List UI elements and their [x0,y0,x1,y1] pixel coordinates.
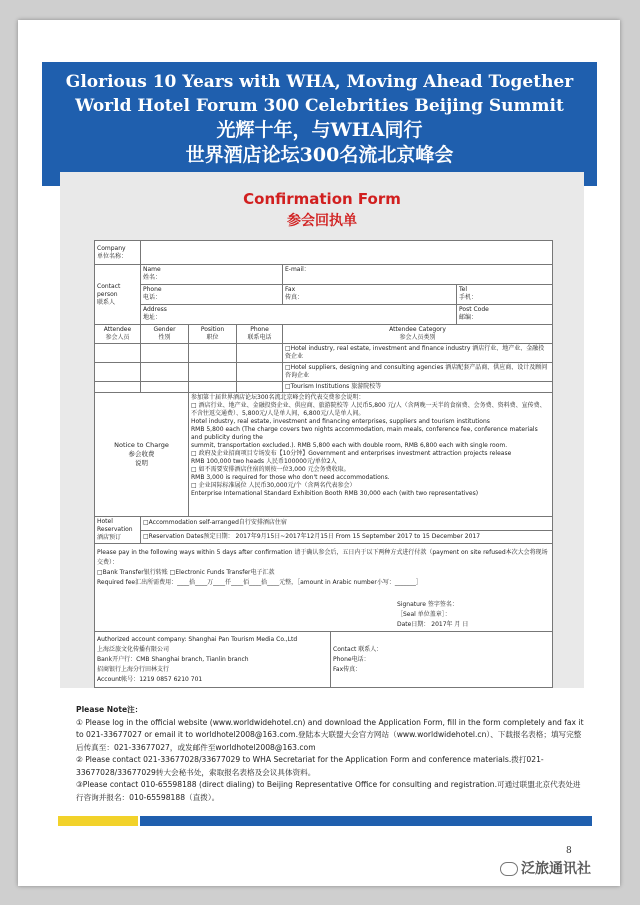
phone-field[interactable]: Phone 电话： [141,285,283,305]
banner-title-en-2: World Hotel Forum 300 Celebrities Beijing Summit [75,96,564,116]
company-input[interactable] [141,241,553,265]
payment-instructions[interactable]: Please pay in the following ways within 5 days after confirmation 请于确认参会后，五日内于以下两种方式进行付款（payment on site refused本次大会将现场交费）： □Bank Transfer银行转账 □Electronic Funds Transfer电子汇款 Required fee汇出所需费用：____拾____万____仟____佰____拾____元整，［amount in Arabic number小写：_______］ [97,549,548,586]
category-header: Attendee Category 参会人员类别 [283,325,553,344]
name-field[interactable]: Name 姓名： [141,265,283,285]
phone-cell[interactable] [237,344,283,363]
watermark [500,858,591,878]
charge-details[interactable]: 参加第十届世界酒店论坛300名流北京峰会的代表交费参会说明： □ 酒店行业、地产业、金融投资企业、供应商、旅游院校等 人民币5,800 元/人（含两晚一天半的食宿费、会务费、资料费、宣传费、 不含往返交通费）、5,800元/人是单人间，6,800元/人是单人间。 Hotel industry, real estate, investment and financing enterprises, suppliers and tourism institutions RMB 5,800 each (The charge covers two nights accommodation, main meals, conference fee, conference materials and publicity during the summit, transportation excluded.). RMB 5,800 each with double room, RMB 6,800 each with single room. □ 政府及企业招商项目专场发布【10分钟】Government and enterprises investment attraction projects release RMB 100,000 two heads 人民币100000元/单位2人 □ 如不需要安排酒店住宿的则按一位3,000 元会务费收取。 RMB 3,000 is required for those who don't need accommodations. □ 企业国际标准展位 人民币30,000元/个（含两名代表参会） Enterprise International Standard Exhibition Booth RMB 30,000 each (with two representatives) [189,393,553,517]
postcode-field[interactable]: Post Code 邮编： [457,305,553,325]
gender-cell[interactable] [141,344,189,363]
position-header: Position 职位 [189,325,237,344]
signature-block[interactable]: Signature 签字签名： ［Seal 单位盖章］： Date日期： 2017年 月 日 [397,601,469,628]
header-banner [42,62,597,186]
account-info: Authorized account company: Shanghai Pan Tourism Media Co.,Ltd 上海泛旅文化传播有限公司 Bank开户行：CMB Shanghai branch, Tianlin branch 招商银行上海分行田林支行 Account帐号：1219 0857 6210 701 [95,632,331,688]
note-item-3: ③Please contact 010-65598188 (direct dialing) to Beijing Representative Office for consulting and registration.可通过联盟北京代表处进行咨询并报名：010-65598188（直拨）。 [76,780,581,802]
note-heading: Please Note注： [76,705,143,714]
payment-section [95,544,553,632]
phone-cell[interactable] [237,363,283,382]
banner-title-en-1: Glorious 10 Years with WHA, Moving Ahead Together [65,72,574,92]
attendee-cell[interactable] [95,363,141,382]
gender-cell[interactable] [141,382,189,393]
attendee-header: Attendee 参会人员 [95,325,141,344]
note-item-1: ① Please log in the official website (www.worldwidehotel.cn) and download the Application Form, fill in the form completely and fax it to 021-33677027 or email it to worldhotel2008@163.com.登陆本大联盟大会官方网站（www.worldwidehotel.cn）、下载报名表格；填写完整后传真至：021-33677027，或发邮件至worldhotel2008@163.com [76,717,584,752]
attendee-cell[interactable] [95,344,141,363]
phone-cell[interactable] [237,382,283,393]
tel-field[interactable]: Tel 手机： [457,285,553,305]
category-option-2[interactable]: □Hotel suppliers, designing and consulting agencies 酒店配套产品商、供应商、设计及顾问咨询企业 [283,363,553,382]
please-note-section [76,704,586,804]
footer-yellow-bar [58,816,138,826]
banner-title-zh-1: 光辉十年，与WHA同行 [216,119,423,141]
position-cell[interactable] [189,382,237,393]
gender-header: Gender 性别 [141,325,189,344]
contact-person-label: Contact person 联系人 [95,265,141,325]
watermark-text: 泛旅通讯社 [521,861,591,877]
document-page [18,20,620,886]
attendee-phone-header: Phone 联系电话 [237,325,283,344]
confirmation-form-table [94,240,553,688]
email-field[interactable]: E-mail： [283,265,553,285]
hotel-option-reservation-dates[interactable]: □Reservation Dates预定日期： 2017年9月15日~2017年12月15日 From 15 September 2017 to 15 December 2017 [141,530,553,544]
position-cell[interactable] [189,363,237,382]
company-label: Company 单位名称： [95,241,141,265]
gender-cell[interactable] [141,363,189,382]
note-item-2: ② Please contact 021-33677028/33677029 to WHA Secretariat for the Application Form and conference materials.拨打021-33677028/33677029转大会秘书处，索取报名表格及会议具体资料。 [76,755,544,777]
page-number: 8 [566,846,572,856]
category-option-1[interactable]: □Hotel industry, real estate, investment and finance industry 酒店行业、地产业、金融投资企业 [283,344,553,363]
banner-title-zh-2: 世界酒店论坛300名流北京峰会 [185,144,454,166]
address-field[interactable]: Address 地址： [141,305,457,325]
notice-to-charge-label: Notice to Charge 参会收费 说明 [95,393,189,517]
form-title-en: Confirmation Form [243,190,401,208]
footer-blue-bar [140,816,592,826]
category-option-3[interactable]: □Tourism Institutions 旅游院校等 [283,382,553,393]
position-cell[interactable] [189,344,237,363]
secretariat-contact: Contact 联系人： Phone电话： Fax传真： [331,632,553,688]
fax-field[interactable]: Fax 传真： [283,285,457,305]
hotel-reservation-label: Hotel Reservation 酒店预订 [95,517,141,544]
wechat-icon [500,862,518,876]
confirmation-form-area [60,172,584,688]
attendee-cell[interactable] [95,382,141,393]
hotel-option-self-arranged[interactable]: □Accommodation self-arranged自行安排酒店住宿 [141,517,553,531]
form-title-zh: 参会回执单 [287,213,357,229]
